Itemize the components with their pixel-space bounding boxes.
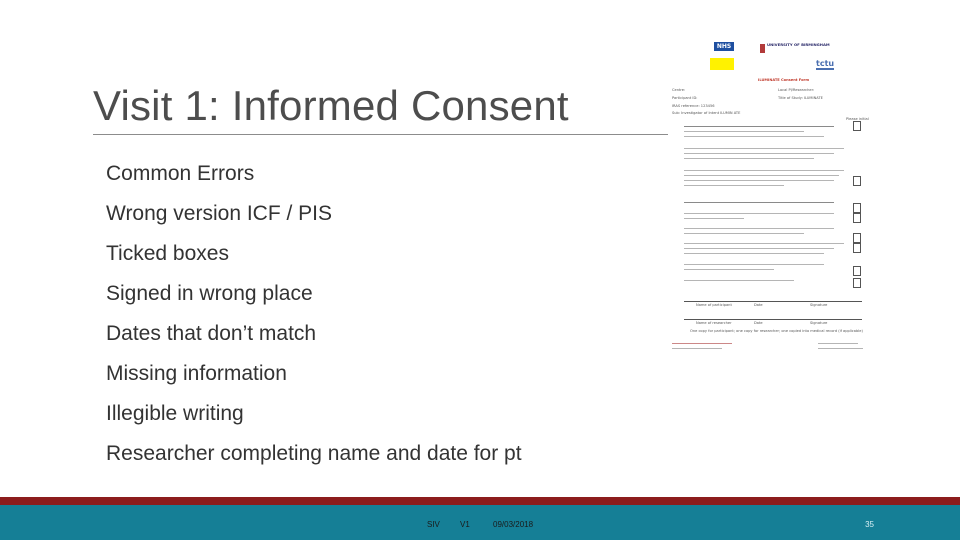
bullet-list	[106, 160, 666, 480]
bullet-item: Dates that don’t match	[106, 322, 317, 345]
initial-box	[853, 203, 861, 213]
initial-label: Please initial	[846, 117, 869, 121]
crest-icon	[760, 44, 765, 53]
bullet-item: Illegible writing	[106, 402, 244, 425]
initial-box	[853, 266, 861, 276]
slide-title: Visit 1: Informed Consent	[93, 82, 569, 129]
footer-date: 09/03/2018	[493, 520, 534, 529]
centre-label: Centre:	[672, 88, 686, 92]
initial-box	[853, 278, 861, 288]
initial-box	[853, 176, 861, 186]
form-heading: ILUMINATE Consent Form	[758, 78, 810, 82]
ref-line2: Sub: Investigator of Intent ILUMIN ATE	[672, 111, 741, 115]
initial-box	[853, 213, 861, 223]
tctu-logo: tctu	[816, 59, 835, 68]
consent-form-image: NHS UNIVERSITY OF BIRMINGHAM tctu ILUMINATE Consent Form Centre: Participant ID: IRAS reference: 123456 Sub: Investigator of Intent ILUMIN ATE Local PI/Researcher: Title of Study: ILUMINATE Please initial Name of participant Date Signature Name of researcher Date Signature One copy for participant; one copy for researcher; one copied into medical record (if applicable)	[668, 38, 876, 356]
bullet-item: Researcher completing name and date for pt	[106, 442, 522, 465]
initial-box	[853, 233, 861, 243]
page-number: 35	[865, 520, 874, 529]
footer-label: SIV	[427, 520, 440, 529]
footer-version: V1	[460, 520, 470, 529]
copy-instructions: One copy for participant; one copy for researcher; one copied into medical record (if applicable)	[690, 329, 863, 333]
title-divider	[93, 134, 668, 135]
footer-accent-bar	[0, 497, 960, 505]
initial-box	[853, 121, 861, 131]
study-title: Title of Study: ILUMINATE	[778, 96, 823, 100]
footer-bar	[0, 505, 960, 540]
bullet-item: Missing information	[106, 362, 287, 385]
highlight-box	[710, 58, 734, 70]
bullet-item: Wrong version ICF / PIS	[106, 202, 333, 225]
initial-box	[853, 243, 861, 253]
ref-label: IRAS reference: 123456	[672, 104, 715, 108]
bullet-item: Common Errors	[106, 162, 255, 185]
participant-label: Participant ID:	[672, 96, 698, 100]
bullet-item: Signed in wrong place	[106, 282, 313, 305]
university-logo: UNIVERSITY OF BIRMINGHAM	[760, 43, 796, 57]
nhs-logo: NHS	[714, 42, 734, 51]
bullet-item: Ticked boxes	[106, 242, 229, 265]
researcher-label: Local PI/Researcher:	[778, 88, 815, 92]
